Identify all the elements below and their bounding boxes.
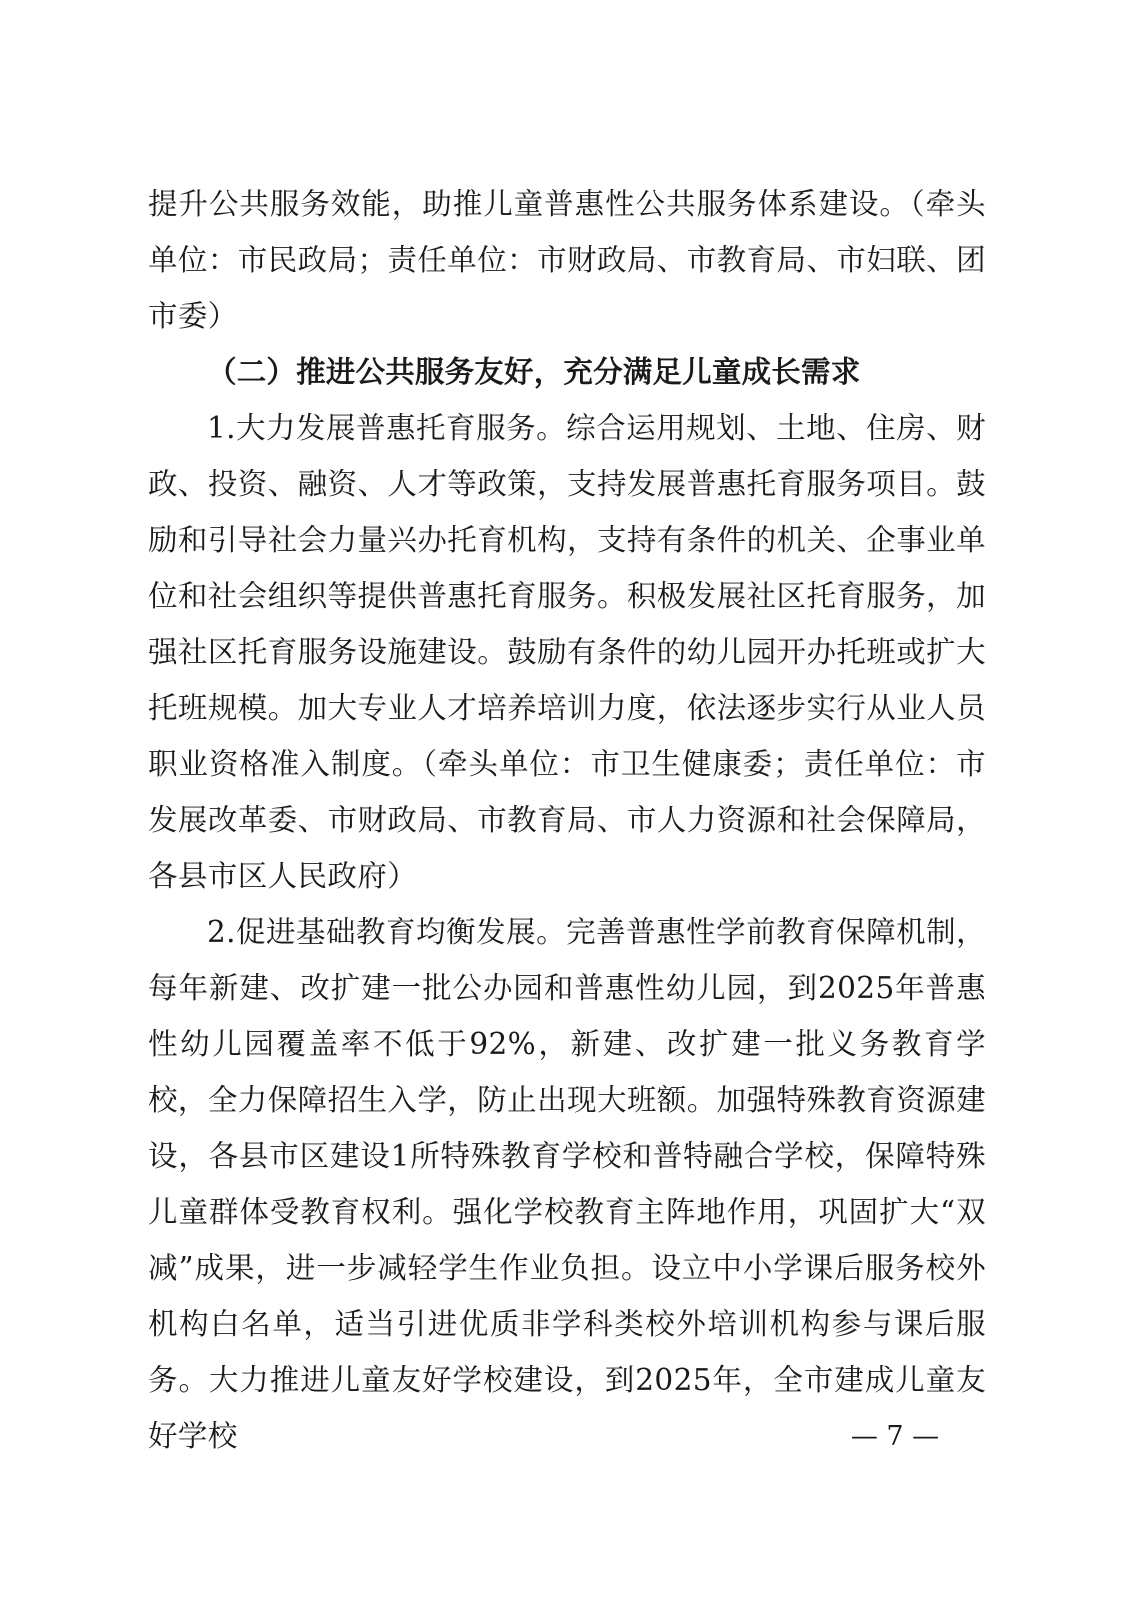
paragraph-item-2: 2.促进基础教育均衡发展。完善普惠性学前教育保障机制，每年新建、改扩建一批公办园和普惠性幼儿园，到2025年普惠性幼儿园覆盖率不低于92%，新建、改扩建一批义务教育学校，全力保障招生入学，防止出现大班额。加强特殊教育资源建设，各县市区建设1所特殊教育学校和普特融合学校，保障特殊儿童群体受教育权利。强化学校教育主阵地作用，巩固扩大“双减”成果，进一步减轻学生作业负担。设立中小学课后服务校外机构白名单，适当引进优质非学科类校外培训机构参与课后服务。大力推进儿童友好学校建设，到2025年，全市建成儿童友好学校 [148, 915, 986, 1453]
page-number-value: — 7 — [850, 1421, 940, 1452]
page-number [0, 1421, 1130, 1452]
paragraph-continued: 提升公共服务效能，助推儿童普惠性公共服务体系建设。（牵头单位：市民政局；责任单位：市财政局、市教育局、市妇联、团市委） [148, 187, 986, 333]
section-heading: （二）推进公共服务友好，充分满足儿童成长需求 [207, 354, 861, 389]
page-content [148, 176, 986, 1464]
paragraph-item-1: 1.大力发展普惠托育服务。综合运用规划、土地、住房、财政、投资、融资、人才等政策，支持发展普惠托育服务项目。鼓励和引导社会力量兴办托育机构，支持有条件的机关、企事业单位和社会组织等提供普惠托育服务。积极发展社区托育服务，加强社区托育服务设施建设。鼓励有条件的幼儿园开办托班或扩大托班规模。加大专业人才培养培训力度，依法逐步实行从业人员职业资格准入制度。（牵头单位：市卫生健康委；责任单位：市发展改革委、市财政局、市教育局、市人力资源和社会保障局，各县市区人民政府） [148, 411, 986, 893]
